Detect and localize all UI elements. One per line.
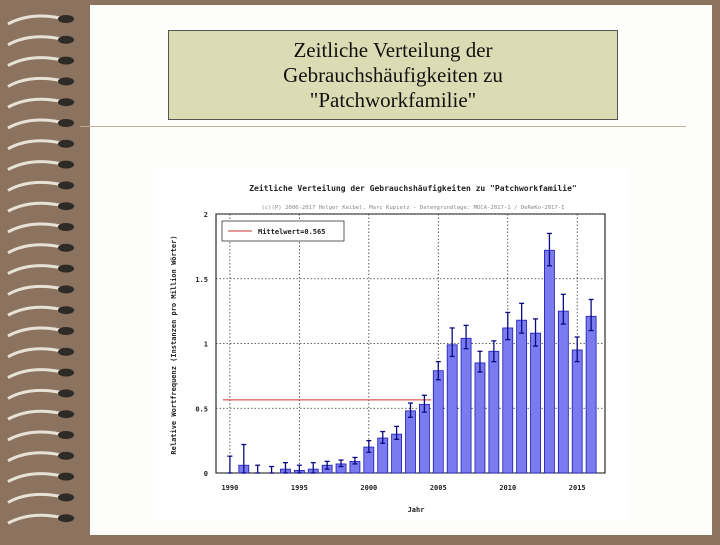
- title-divider: [80, 126, 686, 127]
- binding-ring: [8, 224, 60, 232]
- binding-ring: [8, 78, 60, 86]
- slide-title-line-2: Gebrauchshäufigkeiten zu: [283, 62, 503, 87]
- binding-ring: [8, 390, 60, 398]
- binding-hole: [58, 306, 74, 314]
- chart-subtitle: (c)(P) 2006-2017 Holger Keibel, Marc Kupietz - Datengrundlage: MOCA-2017-1 / DeReKo-2017-I: [261, 205, 565, 211]
- binding-ring: [8, 411, 60, 419]
- binding-hole: [58, 223, 74, 231]
- binding-hole: [58, 98, 74, 106]
- bar: [475, 363, 485, 473]
- y-tick-label: 2: [203, 211, 208, 219]
- binding-hole: [58, 161, 74, 169]
- spiral-binding-rings: [0, 0, 90, 540]
- binding-ring: [8, 58, 60, 66]
- binding-ring: [8, 432, 60, 440]
- x-tick-label: 2000: [360, 484, 378, 492]
- binding-hole: [58, 452, 74, 460]
- binding-hole: [58, 285, 74, 293]
- binding-hole: [58, 265, 74, 273]
- binding-hole: [58, 119, 74, 127]
- binding-ring: [8, 182, 60, 190]
- bar: [558, 311, 568, 473]
- x-axis-label: Jahr: [407, 506, 425, 514]
- binding-ring: [8, 349, 60, 357]
- y-tick-label: 0.5: [195, 405, 208, 414]
- chart-panel: [153, 167, 626, 520]
- bar: [531, 333, 541, 473]
- binding-ring: [8, 370, 60, 378]
- bar: [544, 250, 554, 473]
- chart-title: Zeitliche Verteilung der Gebrauchshäufigkeiten zu "Patchworkfamilie": [249, 184, 577, 193]
- binding-ring: [8, 141, 60, 149]
- binding-ring: [8, 286, 60, 294]
- binding-hole: [58, 140, 74, 148]
- chart: [153, 167, 626, 520]
- bar: [461, 338, 471, 473]
- binding-hole: [58, 348, 74, 356]
- binding-ring: [8, 120, 60, 128]
- binding-hole: [58, 36, 74, 44]
- binding-ring: [8, 16, 60, 24]
- binding-hole: [58, 389, 74, 397]
- binding-ring: [8, 99, 60, 107]
- bar: [586, 316, 596, 473]
- binding-hole: [58, 369, 74, 377]
- binding-ring: [8, 203, 60, 211]
- binding-hole: [58, 410, 74, 418]
- binding-hole: [58, 514, 74, 522]
- binding-ring: [8, 245, 60, 253]
- binding-hole: [58, 473, 74, 481]
- bar: [405, 411, 415, 473]
- binding-hole: [58, 57, 74, 65]
- x-tick-label: 2005: [429, 484, 447, 492]
- y-tick-label: 0: [203, 470, 208, 478]
- binding-hole: [58, 15, 74, 23]
- y-axis-label: Relative Wortfrequenz (Instanzen pro Million Wörter): [170, 235, 178, 455]
- x-tick-label: 2015: [568, 484, 586, 492]
- spiral-binding: [0, 0, 90, 540]
- binding-hole: [58, 77, 74, 85]
- x-tick-label: 1995: [290, 484, 308, 492]
- binding-hole: [58, 181, 74, 189]
- binding-ring: [8, 307, 60, 315]
- binding-ring: [8, 162, 60, 170]
- y-tick-label: 1: [203, 340, 208, 349]
- x-tick-label: 2010: [499, 484, 517, 492]
- bar: [572, 350, 582, 473]
- y-tick-label: 1.5: [195, 275, 208, 284]
- bar: [433, 371, 443, 473]
- binding-ring: [8, 515, 60, 523]
- binding-hole: [58, 327, 74, 335]
- bar: [489, 351, 499, 473]
- slide-title-line-3: "Patchworkfamilie": [309, 87, 477, 112]
- slide-title: [168, 30, 618, 120]
- x-tick-label: 1990: [221, 484, 239, 492]
- legend-mean-label: Mittelwert=0.565: [258, 228, 326, 236]
- binding-hole: [58, 202, 74, 210]
- bar: [503, 328, 513, 473]
- bar: [447, 345, 457, 473]
- binding-hole: [58, 244, 74, 252]
- binding-ring: [8, 474, 60, 482]
- plot-area: [195, 211, 605, 492]
- binding-hole: [58, 493, 74, 501]
- bar: [517, 320, 527, 473]
- binding-ring: [8, 266, 60, 274]
- slide-title-line-1: Zeitliche Verteilung der: [293, 37, 493, 62]
- bar: [419, 404, 429, 473]
- binding-ring: [8, 37, 60, 45]
- binding-ring: [8, 453, 60, 461]
- binding-hole: [58, 431, 74, 439]
- binding-ring: [8, 494, 60, 502]
- binding-ring: [8, 328, 60, 336]
